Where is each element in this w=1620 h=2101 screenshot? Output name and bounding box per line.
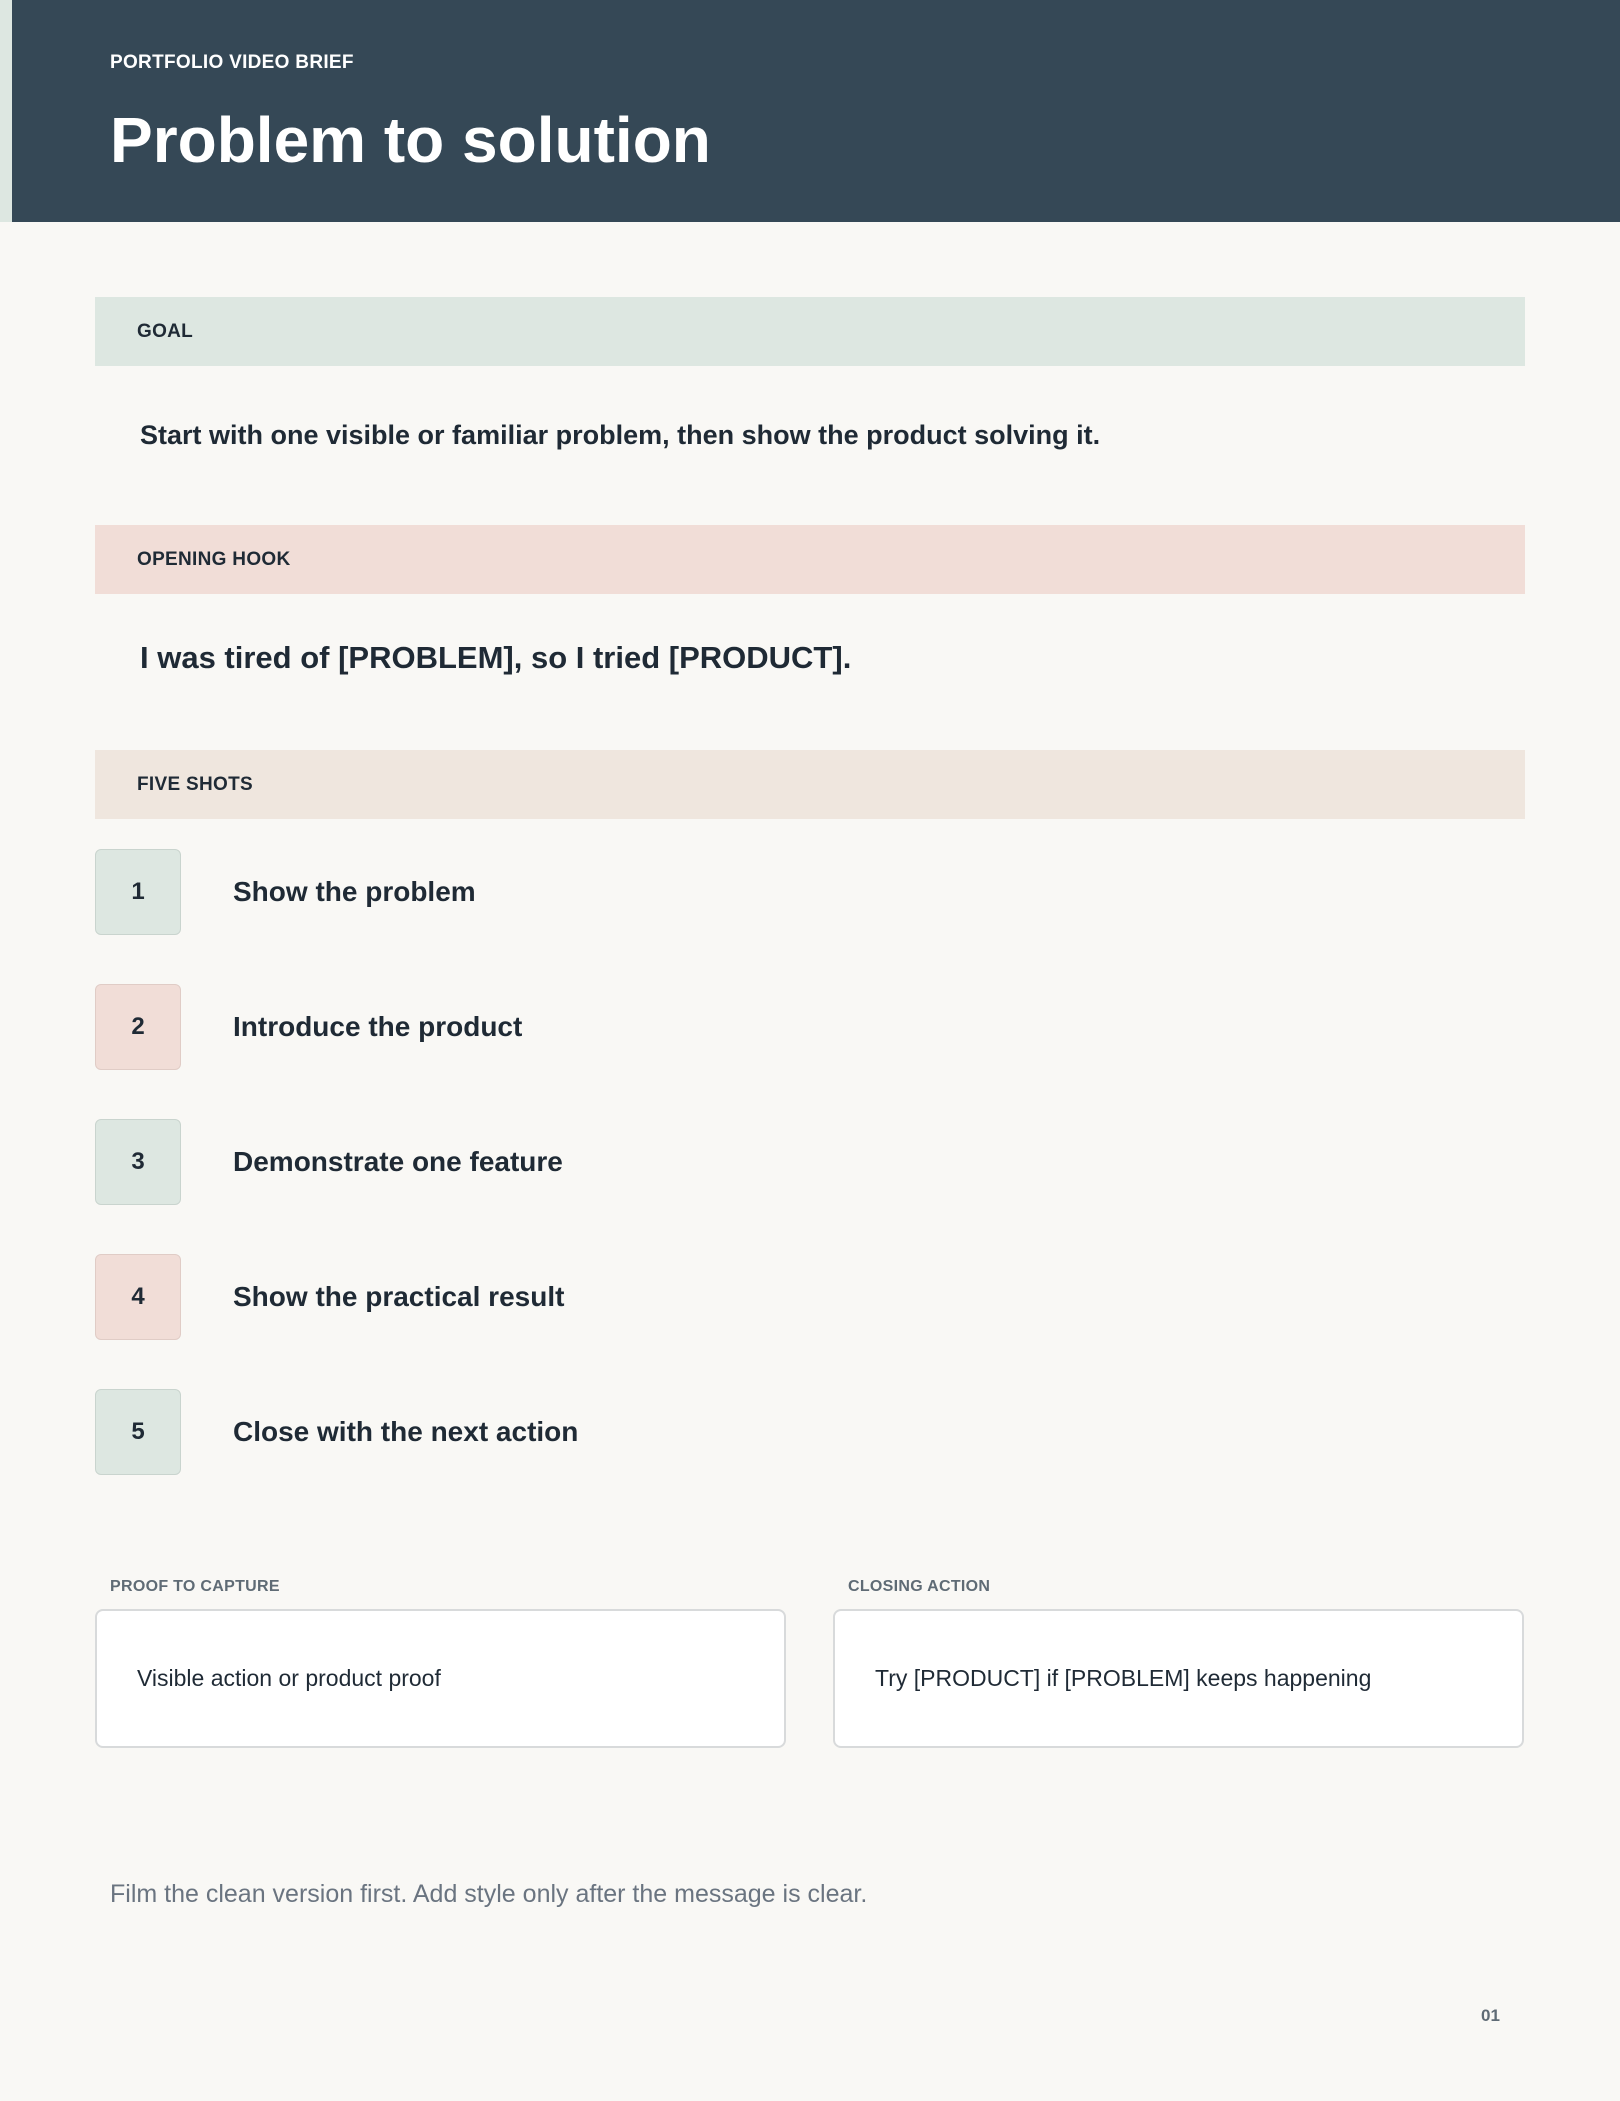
closing-action-label: CLOSING ACTION bbox=[848, 1578, 991, 1595]
page-number: 01 bbox=[1481, 2006, 1500, 2025]
shot-item-5 bbox=[95, 1388, 995, 1476]
five-shots-label: FIVE SHOTS bbox=[137, 773, 253, 795]
proof-to-capture-text: Visible action or product proof bbox=[137, 1665, 441, 1691]
shot-label: Show the problem bbox=[233, 876, 476, 907]
goal-section-header bbox=[95, 297, 1525, 366]
goal-text: Start with one visible or familiar problem, then show the product solving it. bbox=[140, 420, 1101, 450]
shot-number-badge: 1 bbox=[95, 849, 181, 935]
shot-number-badge: 4 bbox=[95, 1254, 181, 1340]
edge-strip bbox=[0, 0, 12, 222]
closing-action-box bbox=[833, 1609, 1524, 1748]
shot-number-badge: 3 bbox=[95, 1119, 181, 1205]
proof-to-capture-label: PROOF TO CAPTURE bbox=[110, 1578, 280, 1595]
proof-to-capture-box bbox=[95, 1609, 786, 1748]
shot-item-2 bbox=[95, 983, 995, 1071]
shot-label: Introduce the product bbox=[233, 1011, 523, 1042]
shot-item-1 bbox=[95, 848, 995, 936]
shot-label: Close with the next action bbox=[233, 1416, 579, 1447]
opening-hook-label: OPENING HOOK bbox=[137, 548, 291, 570]
eyebrow-label: PORTFOLIO VIDEO BRIEF bbox=[110, 52, 354, 73]
opening-hook-text: I was tired of [PROBLEM], so I tried [PRODUCT]. bbox=[140, 640, 852, 675]
shot-item-3 bbox=[95, 1118, 995, 1206]
shot-number-badge: 5 bbox=[95, 1389, 181, 1475]
footer-note: Film the clean version first. Add style only after the message is clear. bbox=[110, 1880, 868, 1908]
five-shots-section-header bbox=[95, 750, 1525, 819]
shot-label: Demonstrate one feature bbox=[233, 1146, 563, 1177]
shot-label: Show the practical result bbox=[233, 1281, 565, 1312]
shot-item-4 bbox=[95, 1253, 995, 1341]
header-banner bbox=[12, 0, 1620, 222]
opening-hook-section-header bbox=[95, 525, 1525, 594]
page-title: Problem to solution bbox=[110, 104, 711, 176]
goal-label: GOAL bbox=[137, 320, 194, 342]
shot-number-badge: 2 bbox=[95, 984, 181, 1070]
closing-action-text: Try [PRODUCT] if [PROBLEM] keeps happening bbox=[875, 1665, 1372, 1691]
